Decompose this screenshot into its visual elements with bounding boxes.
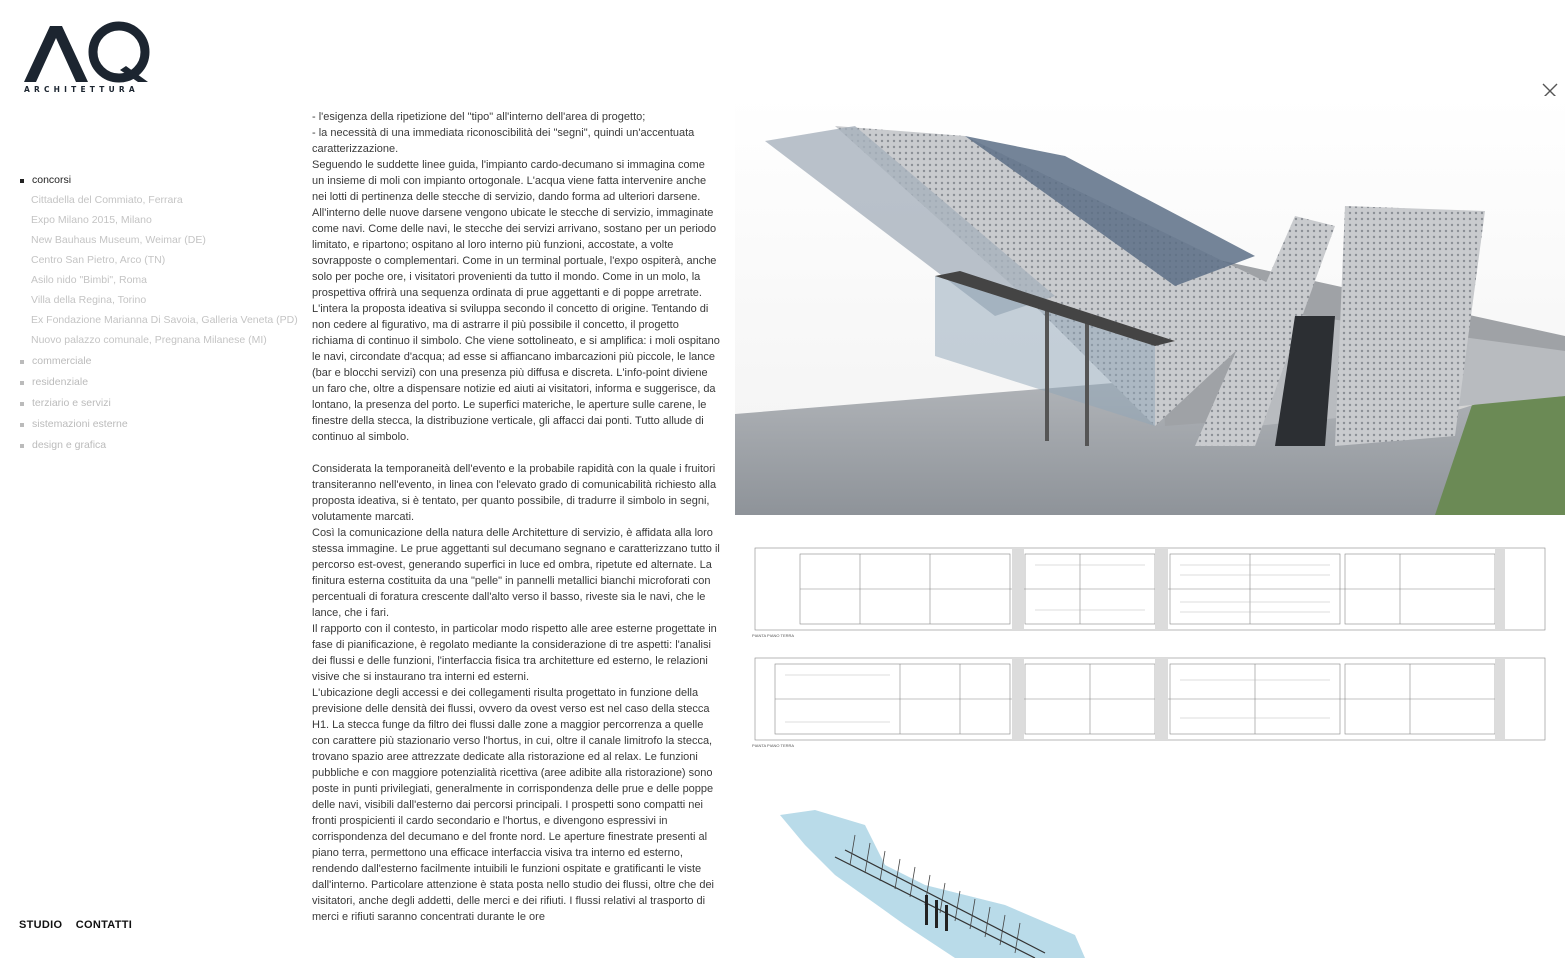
paragraph: Così la comunicazione della natura delle Architetture di servizio, è affidata alla loro stessa immagine. Le prue aggettanti sul decumano segnano e caratterizzano tutto il percorso est-ovest, generando superfici in luce ed ombra, ripetute ed alternate. La finitura esterna costituita da una "pelle" in pannelli metallici bianchi microforati con percentuali di foratura crescente dall'alto verso il basso, riveste sia le navi, che le lance, che i fari. [312,527,720,619]
project-render-image[interactable] [735,96,1565,515]
nav-category-concorsi[interactable] [18,170,303,191]
nav-category-label: terziario e servizi [32,397,111,409]
nav-category-commerciale[interactable] [18,351,303,372]
nav-category-sistemazioni[interactable] [18,414,303,435]
paragraph: - la necessità di una immediata riconoscibilità dei "segni", quindi un'accentuata caratterizzazione. [312,127,695,155]
bullet-icon [20,444,24,448]
footer-nav [19,919,142,931]
nav-project-item[interactable]: Nuovo palazzo comunale, Pregnana Milanese (MI) [31,334,267,346]
nav-category-design[interactable] [18,435,303,456]
logo-subtitle: ARCHITETTURA [24,85,139,94]
nav-project-item[interactable]: Asilo nido "Bimbi", Roma [31,274,147,286]
contatti-link[interactable]: CONTATTI [75,919,133,931]
nav-category-residenziale[interactable] [18,372,303,393]
nav-project-item[interactable]: Expo Milano 2015, Milano [31,214,152,226]
nav-project-item[interactable]: New Bauhaus Museum, Weimar (DE) [31,234,206,246]
paragraph: L'ubicazione degli accessi e dei collegamenti risulta progettato in funzione della previsione delle densità dei flussi, ovvero da ovest verso est nel caso della stecca H1. La stecca funge da filtro dei flussi dalle zone a maggior percorrenza a quelle con carattere più stazionario verso l'hortus, in cui, oltre il canale limitrofo la stecca, trovano spazio aree attrezzate dedicate alla ristorazione ed al relax. Le funzioni pubbliche e con maggiore potenzialità ricettiva (aree adibite alla ristorazione) sono poste in punti privilegiati, generalmente in corrispondenza delle prue e delle poppe delle navi, visibili dall'esterno dai percorsi principali. I prospetti sono compatti nei fronti prospicienti il cardo secondario e l'hortus, e divengono espressivi in corrispondenza del decumano e del fronte nord. Le aperture finestrate presenti al piano terra, permettono una efficace interfaccia visiva tra interno ed esterno, rendendo dall'esterno facilmente intuibili le funzioni ospitate e gratificanti le viste dall'interno. Particolare attenzione è stata posta nello studio dei flussi, oltre che dei visitatori, anche degli addetti, delle merci e dei rifiuti. I flussi relativi al trasporto di merci e rifiuti saranno concentrati durante le ore [312,687,715,923]
site-diagram-image[interactable] [775,805,1095,958]
paragraph: L'intera la proposta ideativa si sviluppa secondo il concetto di origine. Tentando di non cedere al figurativo, ma di astrarre il più possibile il concetto, il progetto richiama di continuo il simbolo. Che viene sottolineato, e si amplifica: i moli ospitano le navi, circondate d'acqua; ad esse si affiancano imbarcazioni più piccole, le lance (bar e blocchi servizi) con una presenza più diffusa e discreta. L'info-point diviene un faro che, oltre a dispensare notizie ed aiuti ai visitatori, informa e suggerisce, da lontano, la presenza del porto. Le superfici materiche, le aperture sulle carene, le finestre della stecca, la distribuzione verticale, gli affacci dai ponti. Tutto allude di continuo al simbolo. [312,303,720,443]
floor-plan-image[interactable] [750,540,1550,640]
nav-project-item[interactable]: Villa della Regina, Torino [31,294,147,306]
nav-category-label: concorsi [32,174,72,186]
nav-project-item[interactable]: Cittadella del Commiato, Ferrara [31,194,183,206]
bullet-icon [20,381,24,385]
nav-category-terziario[interactable] [18,393,303,414]
paragraph: Seguendo le suddette linee guida, l'impianto cardo-decumano si immagina come un insieme di moli con impianto ortogonale. L'acqua viene fatta intervenire anche nei lotti di pertinenza delle stecche di servizio, dando forma ad ulteriori darsene. All'interno delle nuove darsene vengono ubicate le stecche di servizio, immaginate come navi. Come delle navi, le stecche dei servizi arrivano, sostano per un periodo limitato, e ripartono; ospitano al loro interno più funzioni, accostate, a volte sovrapposte o complementari. Come in un terminal portuale, l'expo ospiterà, anche solo per poche ore, i visitatori provenienti da tutto il mondo. Come in un molo, la prospettiva offrirà una sequenza ordinata di prue aggettanti e di poppe arretrate. [312,159,717,299]
nav-category-label: sistemazioni esterne [32,418,128,430]
bullet-icon [20,402,24,406]
nav-category-label: design e grafica [32,439,107,451]
paragraph: - l'esigenza della ripetizione del "tipo" all'interno dell'area di progetto; [312,111,646,123]
plan-label: PIANTA PIANO TERRA [752,743,795,748]
nav-project-item[interactable]: Ex Fondazione Marianna Di Savoia, Galleria Veneta (PD) [31,314,298,326]
floor-plan-image[interactable] [750,650,1550,750]
paragraph: Considerata la temporaneità dell'evento e la probabile rapidità con la quale i fruitori transiteranno nell'evento, in linea con l'elevato grado di comunicabilità richiesto alla proposta ideativa, si è tentato, per quanto possibile, di tradurre il simbolo in segni, volutamente marcati. [312,463,717,523]
paragraph: Il rapporto con il contesto, in particolar modo rispetto alle aree esterne progettate in fase di pianificazione, è regolato mediante la considerazione di tre aspetti: l'analisi dei flussi e delle funzioni, l'interfaccia fisica tra architetture ed esterno, le relazioni visive che si instaurano tra interni ed esterni. [312,623,717,683]
bullet-icon [20,360,24,364]
nav-category-label: commerciale [32,355,92,367]
nav-project-item[interactable]: Centro San Pietro, Arco (TN) [31,254,166,266]
nav-category-label: residenziale [32,376,89,388]
category-nav [18,170,303,456]
bullet-icon [20,179,24,183]
studio-link[interactable]: STUDIO [19,919,63,931]
project-description [312,109,720,925]
plan-label: PIANTA PIANO TERRA [752,633,795,638]
paragraph-gap [312,445,720,461]
bullet-icon [20,423,24,427]
